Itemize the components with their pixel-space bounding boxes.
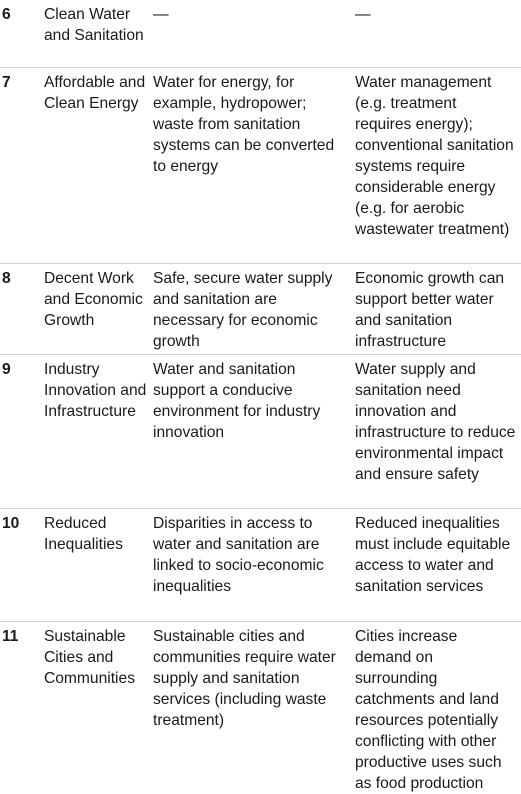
goal-dependency: Reduced inequalities must include equitable access to water and sanitation services — [355, 515, 511, 595]
water-contribution: Water for energy, for example, hydropower; waste from sanitation systems can be converted to energy — [153, 74, 335, 175]
water-contribution: Safe, secure water supply and sanitation are necessary for economic growth — [153, 270, 333, 350]
goal-name: Clean Water and Sanitation — [44, 6, 144, 44]
goal-dependency: Economic growth can support better water and sanitation infrastructure — [355, 270, 505, 350]
goal-number: 8 — [2, 270, 11, 287]
goal-dependency: Cities increase demand on surrounding catchments and land resources potentially conflicting with other productive uses such as food production — [355, 628, 502, 792]
goal-number: 11 — [2, 628, 19, 645]
table-row — [0, 622, 521, 790]
goal-dependency: Water supply and sanitation need innovation and infrastructure to reduce environmental impact and ensure safety — [355, 361, 516, 483]
goal-number: 6 — [2, 6, 11, 23]
table-row — [0, 264, 521, 355]
goal-name: Decent Work and Economic Growth — [44, 270, 143, 329]
water-contribution: — — [153, 6, 169, 23]
table-row — [0, 355, 521, 509]
goal-name: Reduced Inequalities — [44, 515, 123, 553]
water-contribution: Disparities in access to water and sanitation are linked to socio-economic inequalities — [153, 515, 324, 595]
goal-number: 10 — [2, 515, 20, 532]
goal-dependency: Water management (e.g. treatment requires energy); conventional sanitation systems require considerable energy (e.g. for aerobic wastewater treatment) — [355, 74, 514, 238]
table-row — [0, 68, 521, 264]
water-contribution: Water and sanitation support a conducive environment for industry innovation — [153, 361, 321, 441]
table-row — [0, 509, 521, 622]
table-row — [0, 0, 521, 68]
goal-dependency: — — [355, 6, 371, 23]
water-contribution: Sustainable cities and communities require water supply and sanitation services (including waste treatment) — [153, 628, 336, 729]
goal-name: Industry Innovation and Infrastructure — [44, 361, 147, 420]
goal-name: Affordable and Clean Energy — [44, 74, 146, 112]
goal-number: 7 — [2, 74, 11, 91]
goal-name: Sustainable Cities and Communities — [44, 628, 135, 687]
goal-number: 9 — [2, 361, 11, 378]
